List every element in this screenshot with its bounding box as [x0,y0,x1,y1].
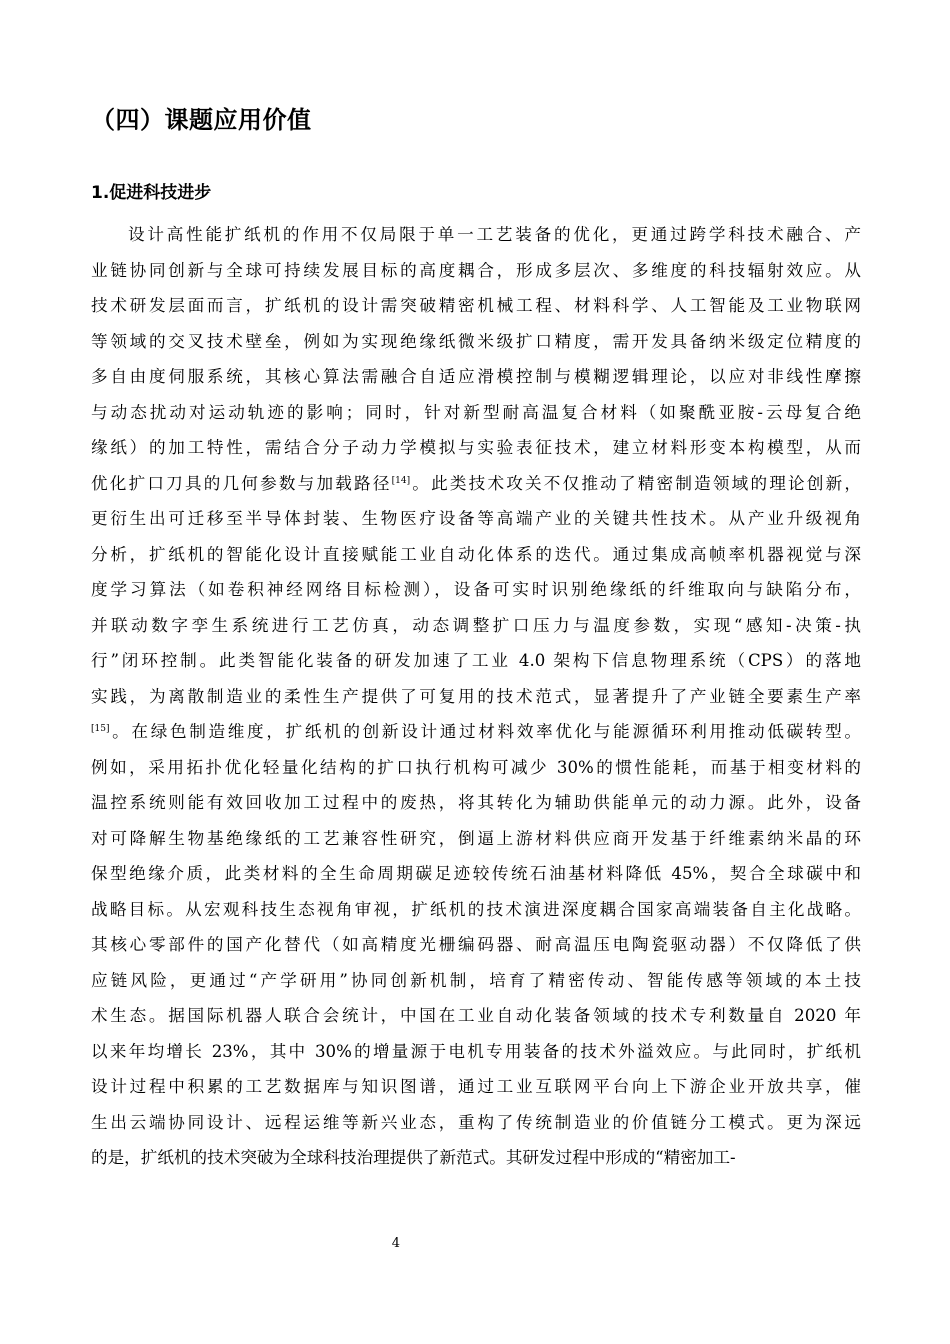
body-line-with-reference [91,466,861,502]
body-line: 温控系统则能有效回收加工过程中的废热，将其转化为辅助供能单元的动力源。此外，设备 [91,793,861,812]
body-line: 多自由度伺服系统，其核心算法需融合自适应滑模控制与模糊逻辑理论，以应对非线性摩擦 [91,367,861,386]
page-number [0,1236,780,1251]
body-line: 分析，扩纸机的智能化设计直接赋能工业自动化体系的迭代。通过集成高帧率机器视觉与深 [91,544,861,564]
body-line: 与动态扰动对运动轨迹的影响；同时，针对新型耐高温复合材料（如聚酰亚胺-云母复合绝 [91,402,861,422]
citation-reference: [14] [391,475,411,486]
body-line: 缘纸）的加工特性，需结合分子动力学模拟与实验表征技术，建立材料形变本构模型，从而 [91,438,861,457]
body-line: 并联动数字孪生系统进行工艺仿真，动态调整扩口压力与温度参数，实现“感知-决策-执 [91,615,861,635]
body-line: 其核心零部件的国产化替代（如高精度光栅编码器、耐高温压电陶瓷驱动器）不仅降低了供 [91,935,861,954]
body-line: 业链协同创新与全球可持续发展目标的高度耦合，形成多层次、多维度的科技辐射效应。从 [91,260,861,280]
body-line: 设计高性能扩纸机的作用不仅局限于单一工艺装备的优化，更通过跨学科技术融合、产 [128,225,861,244]
body-text-segment: 。此类技术攻关不仅推动了精密制造领域的理论创新， [410,473,862,493]
body-line: 保型绝缘介质，此类材料的全生命周期碳足迹较传统石油基材料降低 45%，契合全球碳中和 [91,864,861,883]
body-line: 实践，为离散制造业的柔性生产提供了可复用的技术范式，显著提升了产业链全要素生产率 [91,686,861,706]
page-number-text: 4 [391,1236,400,1251]
body-line: 术生态。据国际机器人联合会统计，中国在工业自动化装备领域的技术专利数量自 2020 年 [91,1006,861,1025]
body-line: 更衍生出可迁移至半导体封装、生物医疗设备等高端产业的关键共性技术。从产业升级视角 [91,509,861,528]
body-line-with-reference [91,714,861,750]
subsection-title: 1.促进科技进步 [91,183,212,203]
body-line: 以来年均增长 23%，其中 30%的增量源于电机专用装备的技术外溢效应。与此同时，扩纸机 [91,1041,861,1061]
body-text-segment: 。在绿色制造维度，扩纸机的创新设计通过材料效率优化与能源循环利用推动低碳转型。 [109,722,861,741]
body-line: 例如，采用拓扑优化轻量化结构的扩口执行机构可减少 30%的惯性能耗，而基于相变材料的 [91,757,861,777]
body-line: 生出云端协同设计、远程运维等新兴业态，重构了传统制造业的价值链分工模式。更为深远 [91,1112,861,1132]
body-line: 设计过程中积累的工艺数据库与知识图谱，通过工业互联网平台向上下游企业开放共享，催 [91,1077,861,1096]
body-line: 度学习算法（如卷积神经网络目标检测），设备可实时识别绝缘纸的纤维取向与缺陷分布， [91,580,861,599]
body-line: 的是，扩纸机的技术突破为全球科技治理提供了新范式。其研发过程中形成的“精密加工- [91,1148,736,1167]
body-line: 战略目标。从宏观科技生态视角审视，扩纸机的技术演进深度耦合国家高端装备自主化战略。 [91,899,861,919]
citation-reference: [15] [91,724,110,734]
section-title: （四）课题应用价值 [91,106,312,134]
body-line: 应链风险，更通过“产学研用”协同创新机制，培育了精密传动、智能传感等领域的本土技 [91,970,861,990]
body-line: 行”闭环控制。此类智能化装备的研发加速了工业 4.0 架构下信息物理系统（CPS）的落地 [91,651,861,670]
body-paragraph [91,217,861,1176]
body-text-segment: 优化扩口刀具的几何参数与加载路径 [91,473,392,493]
body-line: 等领域的交叉技术壁垒，例如为实现绝缘纸微米级扩口精度，需开发具备纳米级定位精度的 [91,331,861,351]
body-line: 技术研发层面而言，扩纸机的设计需突破精密机械工程、材料科学、人工智能及工业物联网 [91,296,861,315]
body-line: 对可降解生物基绝缘纸的工艺兼容性研究，倒逼上游材料供应商开发基于纤维素纳米晶的环 [91,828,861,848]
